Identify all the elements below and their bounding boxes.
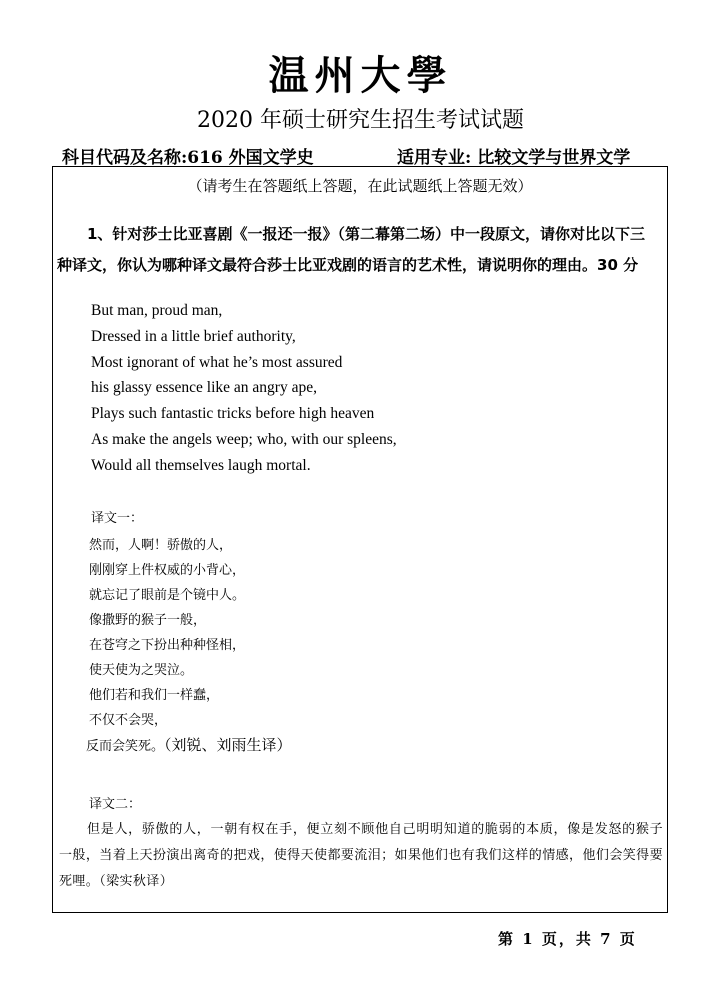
translation-two-label: 译文二： xyxy=(89,797,142,812)
page-indicator: 第 1 页，共 7 页 xyxy=(498,930,637,948)
translation-line: 然而，人啊！骄傲的人， xyxy=(89,538,233,553)
poem-line: Dressed in a little brief authority, xyxy=(91,327,296,345)
subject-code-and-name: 科目代码及名称:616 外国文学史 xyxy=(62,148,314,168)
poem-line: Most ignorant of what he’s most assured xyxy=(91,353,343,371)
translation-one xyxy=(86,533,292,758)
translation-line: 刚刚穿上件权威的小背心， xyxy=(89,563,246,578)
translator-credit: （刘锐、刘雨生译） xyxy=(164,736,292,754)
university-name: 温州大學 xyxy=(268,52,453,99)
translation-last-line xyxy=(86,733,292,758)
question-line-2: 种译文，你认为哪种译文最符合莎士比亚戏剧的语言的艺术性，请说明你的理由。30 分 xyxy=(57,256,639,274)
applicable-major: 适用专业: 比较文学与世界文学 xyxy=(397,148,631,168)
poem-line: Plays such fantastic tricks before high heaven xyxy=(91,405,375,423)
translation-line: 在苍穹之下扮出种种怪相， xyxy=(89,638,246,653)
question-1 xyxy=(57,219,665,281)
translation-two-paragraph: 但是人，骄傲的人，一朝有权在手，便立刻不顾他自己明明知道的脆弱的本质，像是发怒的猴子一般，当着上天扮演出离奇的把戏，使得天使都要流泪；如果他们也有我们这样的情感，他们会笑得要死哩。（梁实秋译） xyxy=(59,822,663,889)
poem-line: his glassy essence like an angry ape, xyxy=(91,379,317,397)
exam-title: 2020 年硕士研究生招生考试试题 xyxy=(197,108,524,133)
translation-line: 像撒野的猴子一般， xyxy=(89,613,207,628)
question-line-1: 1、针对莎士比亚喜剧《一报还一报》（第二幕第二场）中一段原文，请你对比以下三 xyxy=(87,225,645,243)
translation-line: 不仅不会哭， xyxy=(89,713,168,728)
original-text xyxy=(91,298,397,479)
translation-line: 他们若和我们一样蠢， xyxy=(89,688,220,703)
translation-line: 就忘记了眼前是个镜中人。 xyxy=(89,588,246,603)
exam-content-box xyxy=(52,166,668,913)
translation-one-label: 译文一： xyxy=(91,511,144,526)
translation-line-text: 反而会笑死。 xyxy=(86,739,165,754)
poem-line: Would all themselves laugh mortal. xyxy=(91,456,311,474)
answer-notice: （请考生在答题纸上答题，在此试题纸上答题无效） xyxy=(187,177,533,195)
poem-line: But man, proud man, xyxy=(91,302,223,319)
translation-line: 使天使为之哭泣。 xyxy=(89,663,194,678)
poem-line: As make the angels weep; who, with our spleens, xyxy=(91,430,397,448)
